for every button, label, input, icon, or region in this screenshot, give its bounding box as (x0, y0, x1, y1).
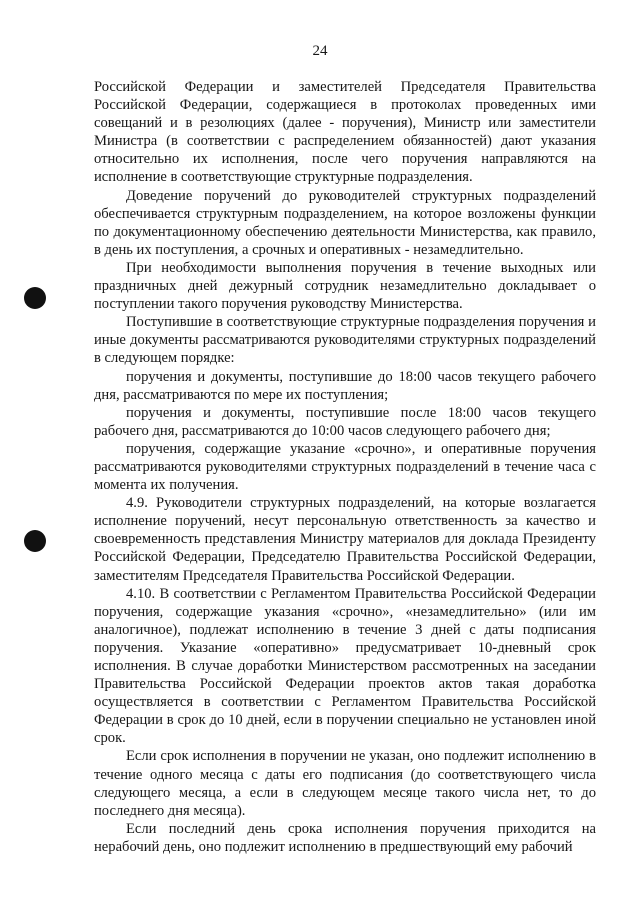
paragraph: поручения и документы, поступившие после 18:00 часов текущего рабочего дня, рассматриваются до 10:00 часов следующего рабочего дня; (94, 404, 596, 439)
document-body (94, 78, 596, 856)
paragraph: 4.9. Руководители структурных подразделений, на которые возлагается исполнение поручений, несут персональную ответственность за качество и своевременность представления Министру материалов для доклада Президенту Российской Федерации, Председателю Правительства Российской Федерации, заместителям Председателя Правительства Российской Федерации. (94, 495, 596, 584)
punch-hole (24, 287, 46, 309)
paragraph: Российской Федерации и заместителей Председателя Правительства Российской Федерации, содержащиеся в протоколах проведенных ими совещаний и в резолюциях (далее - поручения), Министр или заместители Министра (в соответствии с распределением обязанностей) дают указания относительно их исполнения, после чего поручения направляются на исполнение в соответствующие структурные подразделения. (94, 79, 596, 186)
paragraph: При необходимости выполнения поручения в течение выходных или праздничных дней дежурный сотрудник незамедлительно докладывает о поступлении такого поручения руководству Министерства. (94, 259, 596, 313)
page-number: 24 (312, 43, 328, 59)
paragraph: Если последний день срока исполнения поручения приходится на нерабочий день, оно подлежит исполнению в предшествующий ему рабочий (94, 820, 596, 855)
punch-hole (24, 530, 46, 552)
paragraph: Доведение поручений до руководителей структурных подразделений обеспечивается структурным подразделением, на которое возложены функции по документационному обеспечению деятельности Министерства, как правило, в день их поступления, а срочных и оперативных - незамедлительно. (94, 187, 596, 258)
paragraph: Если срок исполнения в поручении не указан, оно подлежит исполнению в течение одного месяца с даты его подписания (до соответствующего числа следующего месяца, а если в следующем месяце такого числа нет, то до последнего дня месяца). (94, 748, 596, 819)
paragraph: 4.10. В соответствии с Регламентом Правительства Российской Федерации поручения, содержащие указания «срочно», «незамедлительно» (или им аналогичное), подлежат исполнению в течение 3 дней с даты подписания поручения. Указание «оперативно» предусматривает 10-дневный срок исполнения. В случае доработки Министерством рассмотренных на заседании Правительства Российской Федерации проектов актов такая доработка осуществляется в соответствии с Регламентом Правительства Российской Федерации в срок до 10 дней, если в поручении специально не установлен иной срок. (94, 585, 596, 747)
paragraph: поручения, содержащие указание «срочно», и оперативные поручения рассматриваются руководителями структурных подразделений в течение часа с момента их получения. (94, 440, 596, 494)
paragraph: Поступившие в соответствующие структурные подразделения поручения и иные документы рассматриваются руководителями структурных подразделений в следующем порядке: (94, 314, 596, 367)
paragraph: поручения и документы, поступившие до 18:00 часов текущего рабочего дня, рассматриваются по мере их поступления; (94, 368, 596, 403)
